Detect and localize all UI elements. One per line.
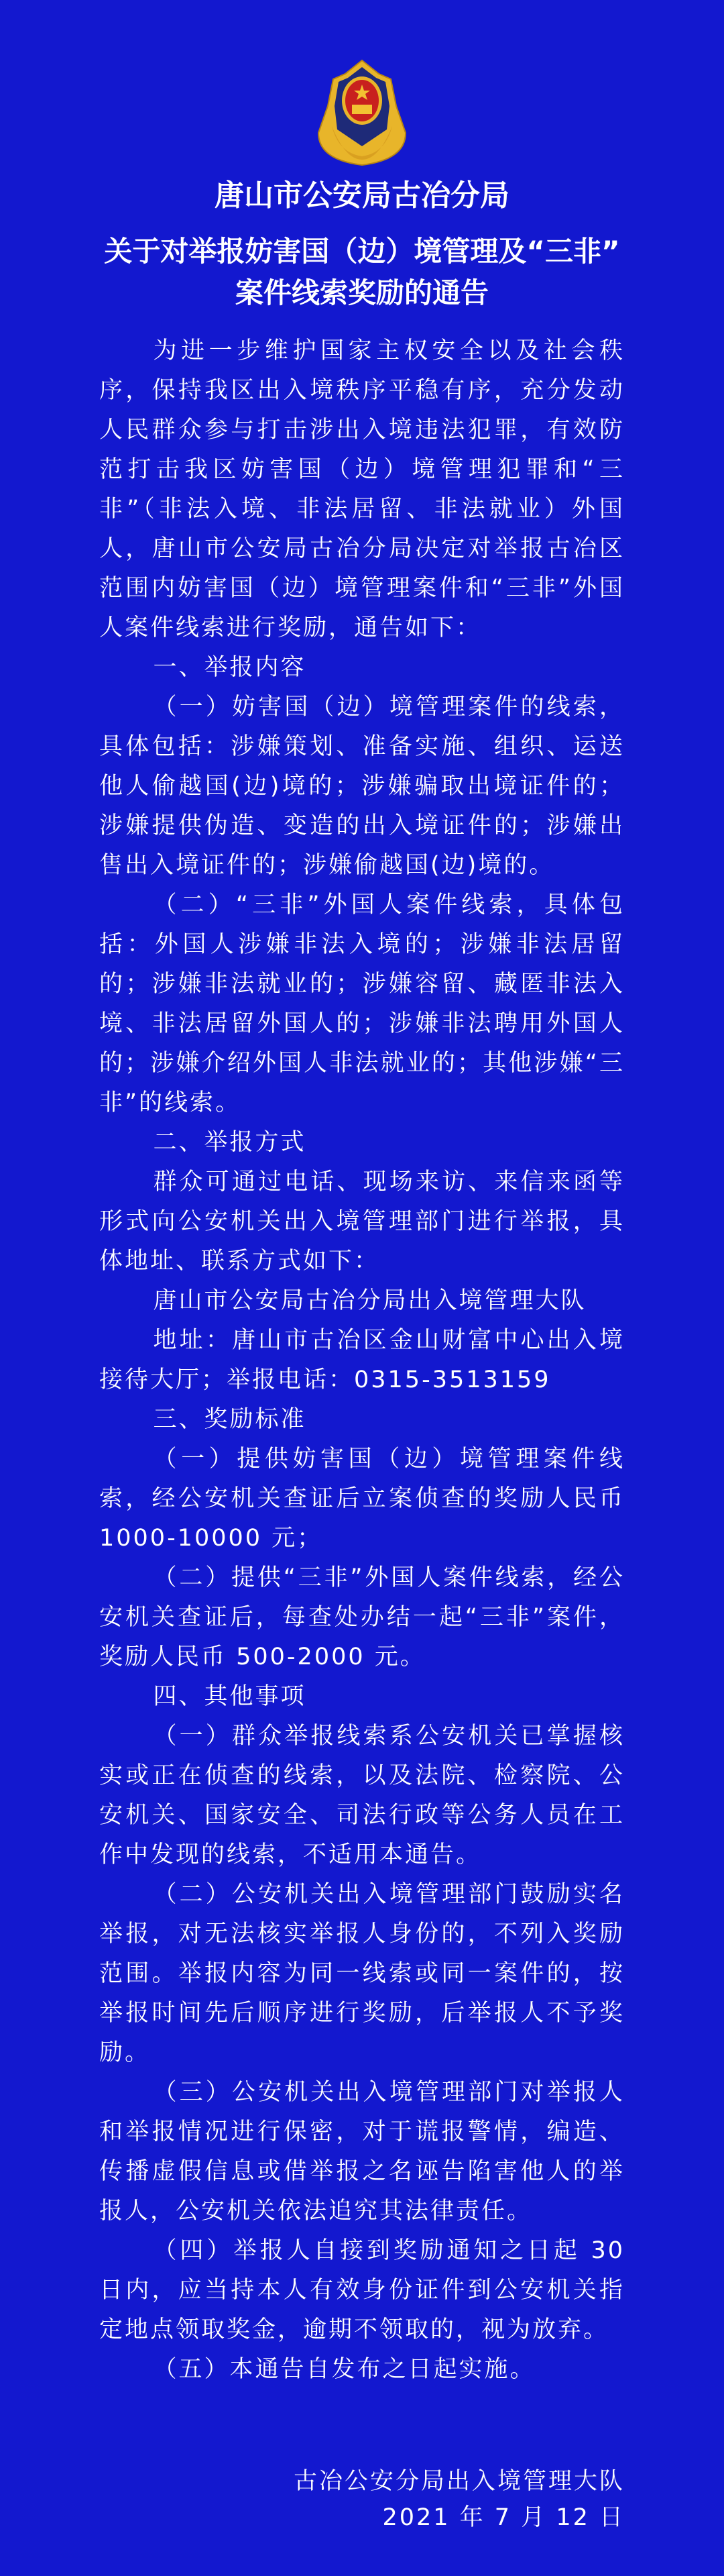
paragraph: （二）提供“三非”外国人案件线索，经公安机关查证后，每查处办结一起“三非”案件，奖励人民币 500-2000 元。 (99, 1564, 625, 1670)
notice-title-line2: 案件线索奖励的通告 (235, 276, 489, 309)
section-heading: 二、举报方式 (153, 1129, 306, 1156)
contact-paragraph: 地址：唐山市古冶区金山财富中心出入境接待大厅；举报电话：0315-3513159 (99, 1327, 625, 1393)
paragraph: （一）妨害国（边）境管理案件的线索，具体包括：涉嫌策划、准备实施、组织、运送他人偷越国(边)境的；涉嫌骗取出境证件的；涉嫌提供伪造、变造的出入境证件的；涉嫌出售出入境证件的；涉嫌偷越国(边)境的。 (99, 694, 625, 879)
paragraph: （二）公安机关出入境管理部门鼓励实名举报，对无法核实举报人身份的，不列入奖励范围。举报内容为同一线索或同一案件的，按举报时间先后顺序进行奖励，后举报人不予奖励。 (99, 1881, 625, 2066)
organization-name: 唐山市公安局古冶分局 (215, 178, 509, 213)
police-emblem-icon (312, 59, 412, 166)
paragraph: （四）举报人自接到奖励通知之日起 30 日内，应当持本人有效身份证件到公安机关指定地点领取奖金，逾期不领取的，视为放弃。 (99, 2237, 625, 2343)
paragraph: （五）本通告自发布之日起实施。 (153, 2356, 536, 2383)
section-heading: 一、举报内容 (153, 654, 306, 681)
section-heading: 四、其他事项 (153, 1683, 306, 1710)
paragraph: 群众可通过电话、现场来访、来信来函等形式向公安机关出入境管理部门进行举报，具体地址、联系方式如下： (99, 1169, 625, 1275)
date: 2021 年 7 月 12 日 (382, 2504, 625, 2531)
paragraph: （一）群众举报线索系公安机关已掌握核实或正在侦查的线索，以及法院、检察院、公安机关、国家安全、司法行政等公务人员在工作中发现的线索，不适用本通告。 (99, 1723, 625, 1868)
signature-block (0, 2463, 625, 2536)
notice-title-line1: 关于对举报妨害国（边）境管理及“三非” (104, 235, 620, 268)
signature: 古冶公安分局出入境管理大队 (293, 2468, 625, 2495)
paragraph: （二）“三非”外国人案件线索，具体包括：外国人涉嫌非法入境的；涉嫌非法居留的；涉嫌非法就业的；涉嫌容留、藏匿非法入境、非法居留外国人的；涉嫌非法聘用外国人的；涉嫌介绍外国人非法就业的；其他涉嫌“三非”的线索。 (99, 892, 625, 1116)
notice-body (99, 331, 625, 2390)
paragraph: 唐山市公安局古冶分局出入境管理大队 (153, 1287, 587, 1314)
intro-paragraph: 为进一步维护国家主权安全以及社会秩序，保持我区出入境秩序平稳有序，充分发动人民群众参与打击涉出入境违法犯罪，有效防范打击我区妨害国（边）境管理犯罪和“三非”（非法入境、非法居留、非法就业）外国人，唐山市公安局古冶分局决定对举报古冶区范围内妨害国（边）境管理案件和“三非”外国人案件线索进行奖励，通告如下： (99, 337, 625, 641)
paragraph: （一）提供妨害国（边）境管理案件线索，经公安机关查证后立案侦查的奖励人民币 1000-10000 元； (99, 1446, 625, 1552)
paragraph: （三）公安机关出入境管理部门对举报人和举报情况进行保密，对于谎报警情，编造、传播虚假信息或借举报之名诬告陷害他人的举报人，公安机关依法追究其法律责任。 (99, 2079, 625, 2224)
section-heading: 三、奖励标准 (153, 1406, 306, 1433)
